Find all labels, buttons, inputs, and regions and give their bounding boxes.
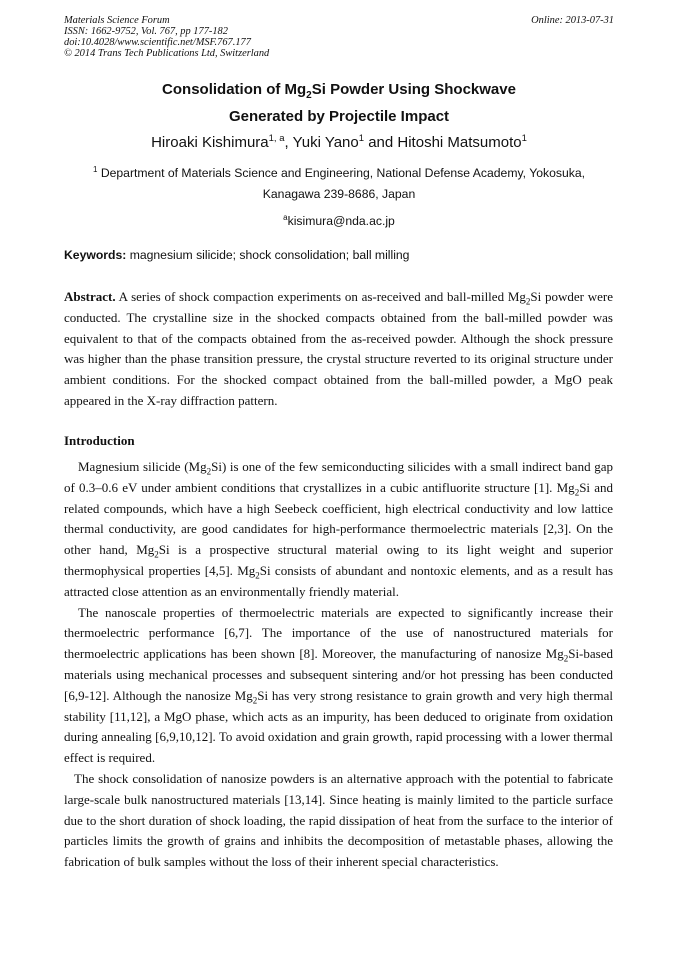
paragraph-text: Si and related compounds, which have a high Seebeck coefficient, high electrical conductivity and low lattice thermal conductivity, are good candidates for high-performance thermoelectric materials [2,3]. On the other hand, Mg [64, 479, 613, 558]
email-sup: a [283, 213, 288, 222]
online-date: Online: 2013-07-31 [531, 15, 614, 26]
keywords [64, 248, 409, 262]
paragraph-text: Si is a prospective structural material owing to its light weight and superior thermophysical properties [4,5]. Mg [64, 542, 613, 578]
subscript: 2 [255, 570, 260, 581]
paragraph-text: Si consists of abundant and nontoxic elements, and as a result has attracted close attention as an environmentally friendly material. [64, 562, 613, 599]
author-name: and Hitoshi Matsumoto [364, 134, 522, 151]
paragraph-text: Si has very strong resistance to grain growth and very high thermal stability [11,12], a MgO phase, which acts as an impurity, has been deduced to originate from oxidation during annealing [6,9,10,12]. To avoid oxidation and grain growth, rapid processing with a lower thermal effect is required. [64, 687, 614, 766]
author-list [64, 133, 614, 151]
affiliation-text: Department of Materials Science and Engineering, National Defense Academy, Yokosuka, [97, 166, 585, 181]
introduction-body [64, 457, 613, 873]
affiliation-line2: Kanagawa 239-8686, Japan [262, 187, 416, 201]
paper-title-line1 [64, 81, 614, 101]
affiliation-sup: 1 [92, 165, 98, 174]
paragraph: The shock consolidation of nanosize powders is an alternative approach with the potential to fabricate large-scale bulk nanostructured materials [13,14]. Since heating is mainly limited to the particle surface due to the short duration of shock loading, the rapid dissipation of heat from the surface to the interior of particles limits the growth of grains and inhibits the decomposition of metastable phases, allowing the fabrication of bulk samples without the loss of their inherent special characteristics. [64, 770, 613, 870]
paragraph-text: Magnesium silicide (Mg [78, 459, 207, 474]
paragraph [64, 457, 613, 603]
paper-title-line2: Generated by Projectile Impact [228, 108, 450, 125]
subscript: 2 [563, 653, 569, 664]
author-sup: 1 [358, 133, 365, 144]
author-email [64, 213, 614, 228]
author-name: Hiroaki Kishimura [151, 134, 269, 151]
journal-name: Materials Science Forum [64, 15, 170, 26]
paragraph-text: The nanoscale properties of thermoelectric materials are expected to significantly increase their thermoelectric performance [6,7]. The importance of the use of nanostructured materials for thermoelectric applications has been shown [8]. Moreover, the manufacturing of nanosize Mg [64, 604, 613, 662]
title-subscript: 2 [306, 90, 312, 101]
title-text: Consolidation of Mg [162, 81, 307, 98]
paragraph [64, 603, 613, 769]
subscript: 2 [252, 695, 258, 706]
doi-line: doi:10.4028/www.scientific.net/MSF.767.177 [64, 37, 251, 48]
email-text: kisimura@nda.ac.jp [287, 214, 395, 229]
journal-header [64, 15, 269, 59]
copyright-line: © 2014 Trans Tech Publications Ltd, Switzerland [64, 48, 270, 59]
subscript: 2 [574, 487, 580, 498]
keywords-label: Keywords: [64, 248, 127, 262]
paragraph-text: Si-based materials using mechanical processes and subsequent sintering and/or hot pressing has been conducted [6,9-12]. Although the nanosize Mg [64, 646, 613, 703]
issn-line: ISSN: 1662-9752, Vol. 767, pp 177-182 [64, 26, 228, 37]
affiliation-line1 [64, 165, 614, 180]
abstract-text: A series of shock compaction experiments on as-received and ball-milled Mg [115, 289, 526, 304]
subscript: 2 [154, 549, 159, 560]
subscript: 2 [206, 466, 212, 477]
title-text: Si Powder Using Shockwave [311, 81, 516, 98]
abstract [64, 287, 613, 412]
subscript: 2 [525, 296, 531, 307]
section-heading-introduction: Introduction [64, 433, 135, 448]
keywords-text: magnesium silicide; shock consolidation; ball milling [126, 248, 410, 262]
author-name: , Yuki Yano [284, 134, 359, 151]
paragraph-text: Si) is one of the few semiconducting silicides with a small indirect band gap of 0.3–0.6 eV under ambient conditions that crystallizes in a cubic antifluorite structure [1]. Mg [64, 459, 613, 495]
abstract-label: Abstract. [64, 289, 116, 304]
author-sup: 1 [521, 133, 527, 144]
abstract-text: Si powder were conducted. The crystalline size in the shocked compacts obtained from the ball-milled powder was equivalent to that of the compacts obtained from the as-received powder. Although the shock pressure was higher than the phase transition pressure, the crystal structure reverted to its original structure under ambient conditions. For the shocked compact obtained from the ball-milled powder, a MgO peak appeared in the X-ray diffraction pattern. [64, 289, 613, 408]
author-sup: 1, a [268, 133, 285, 144]
